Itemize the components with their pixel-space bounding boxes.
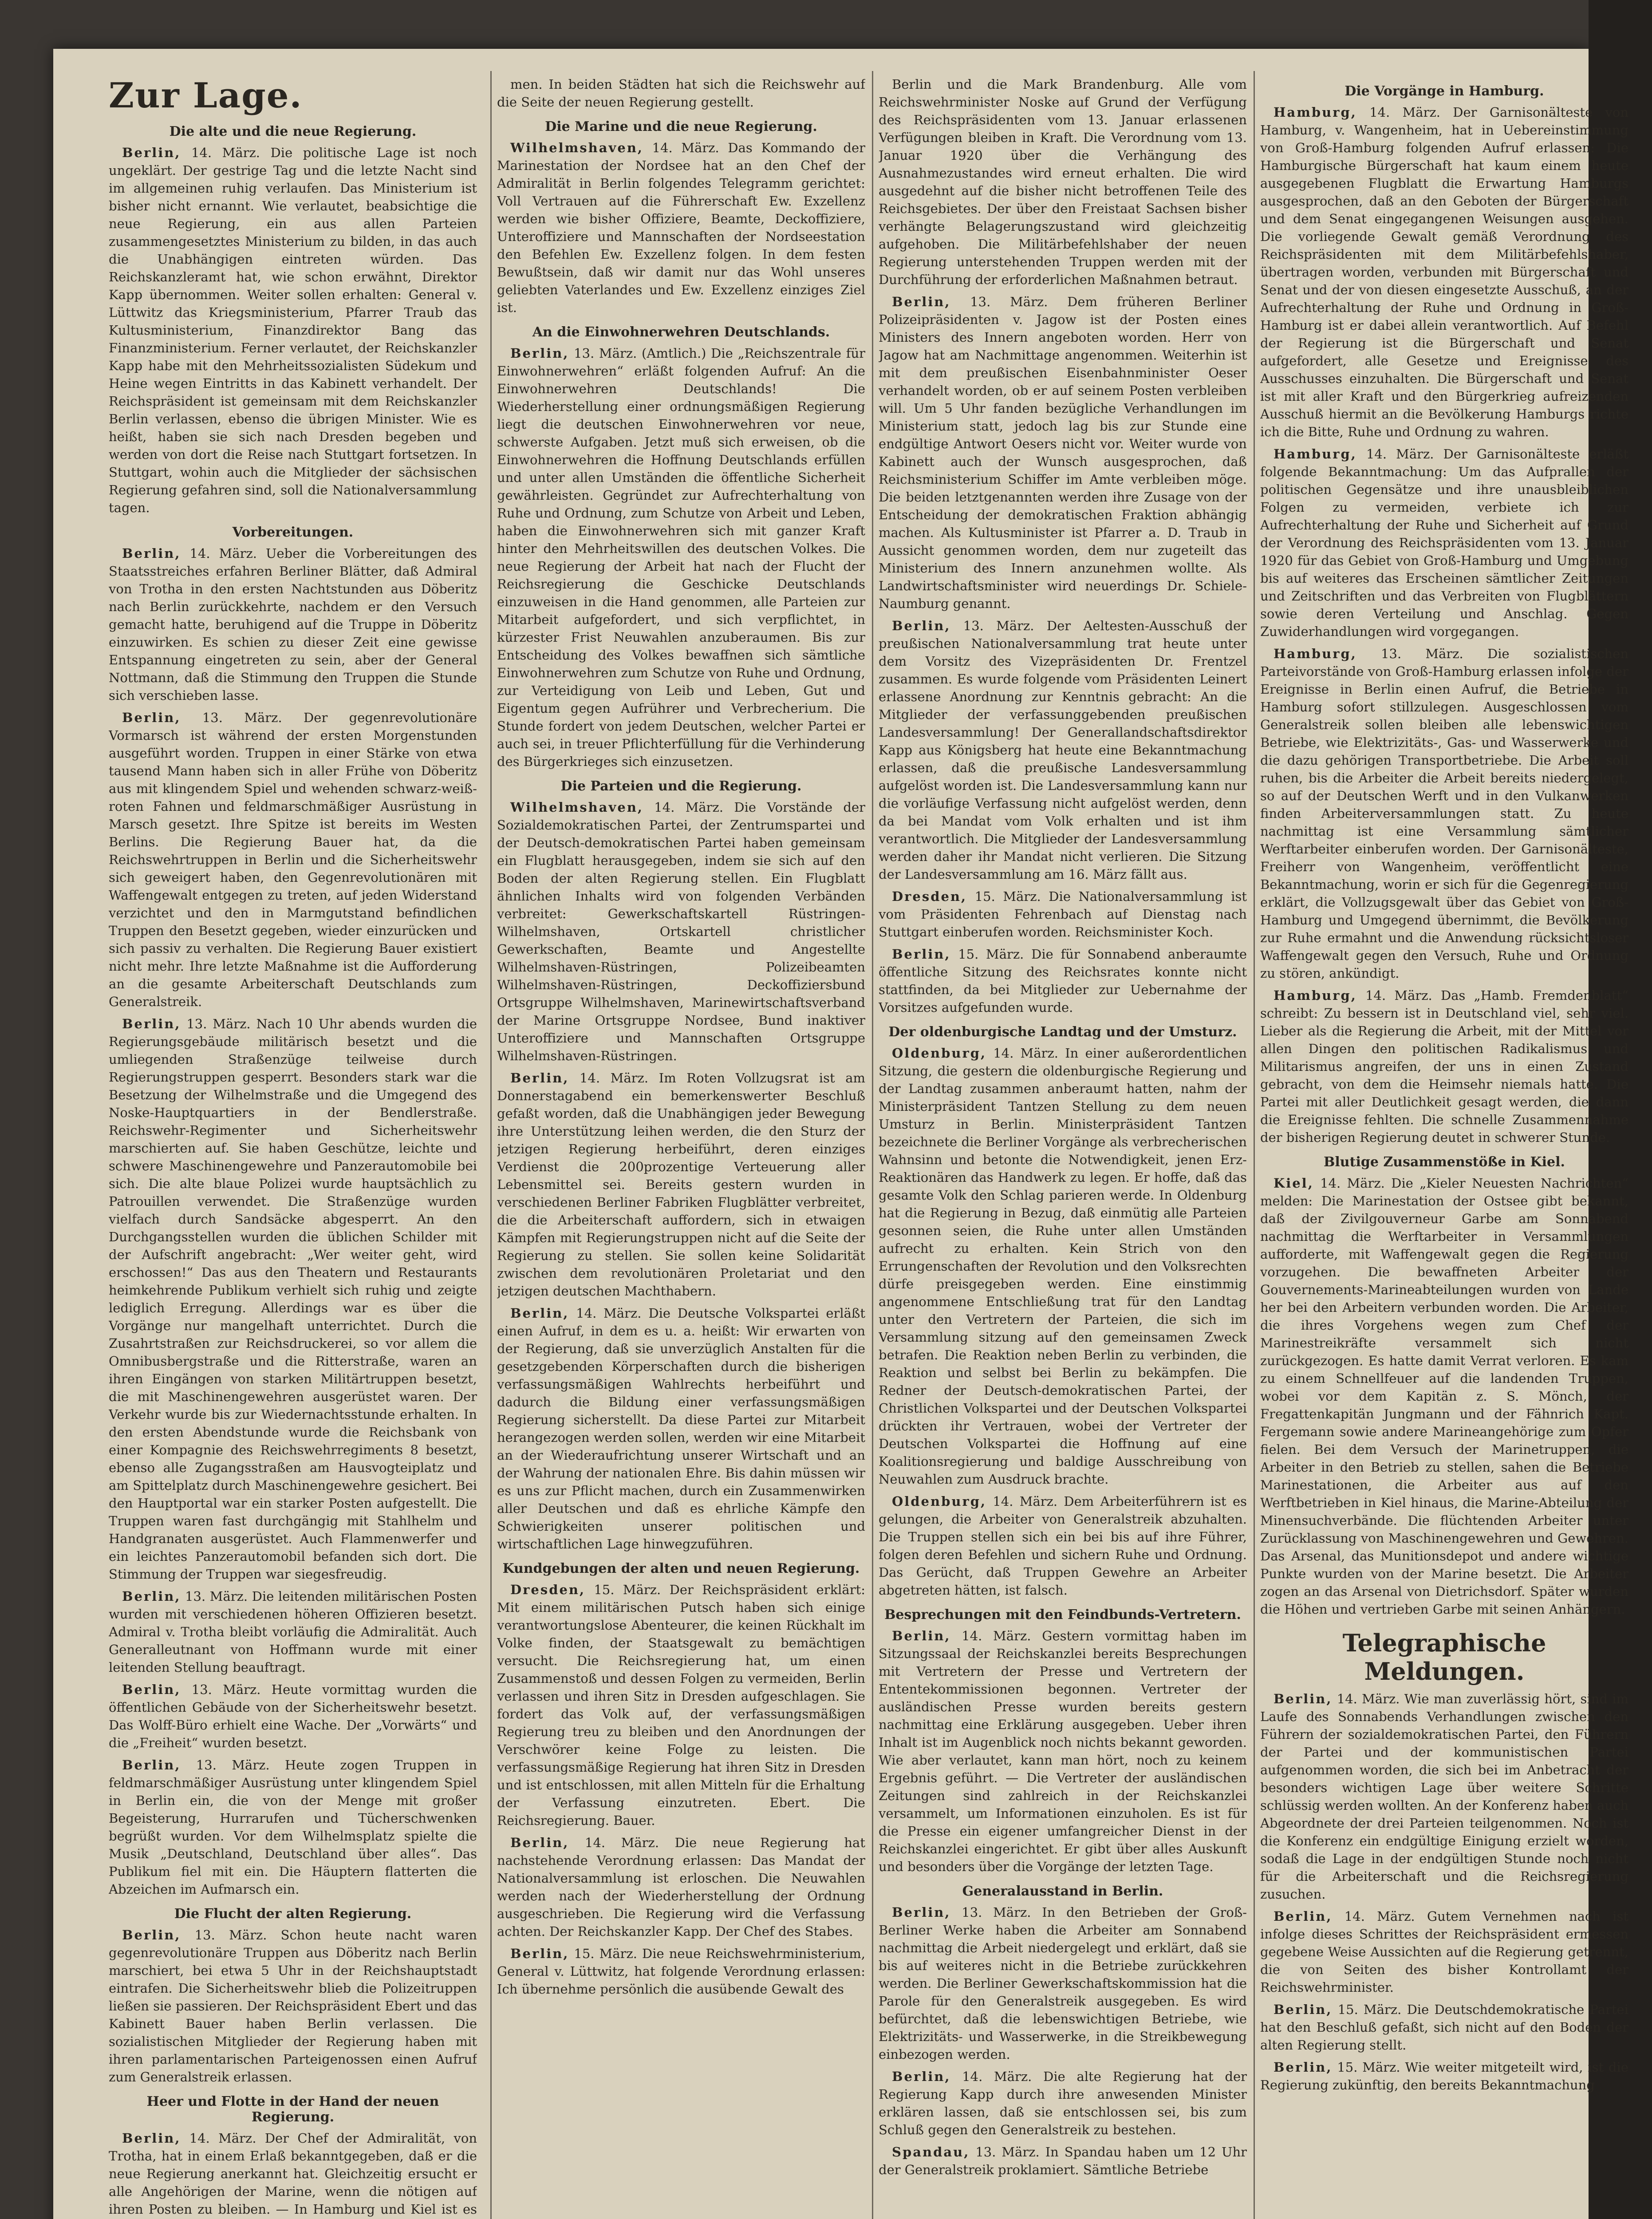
article-paragraph	[109, 1587, 477, 1676]
dateline: Hamburg,	[1273, 646, 1357, 661]
column-rule	[490, 71, 492, 2219]
paragraph-text: 14. März. In einer außerordentlichen Sitzung, die gestern die oldenburgische Regierung und der Landtag zusammen anberaumt hatten, nahm der Ministerpräsident Tantzen Stellung zu dem neuen Umsturz in Berlin. Ministerpräsident Tantzen bezeichnete die Berliner Vorgänge als verbrecherischen Wahnsinn und betonte die Notwendigkeit, jenen Erz-Reaktionären das Handwerk zu legen. Er hoffe, daß das gesamte Volk den Schlag parieren werde. In Oldenburg hat die Regierung in Bezug, daß einmütig alle Parteien gesonnen seien, die Ruhe unter allen Umständen aufrecht zu erhalten. Kein Strich von den Errungenschaften der Revolution und den Volksrechten dürfe preisgegeben werden. Eine einstimmig angenommene Entschließung trat für den Landtag unter den Vertretern der Parteien, die sich im Versammlung sitzung auf den gemeinsamen Zweck betrafen. Die Reaktion neben Berlin zu verbinden, die Reaktion und selbst bei Berlin zu bekämpfen. Die Redner der Deutsch-demokratischen Partei, der Christlichen Volkspartei und der Deutschen Volkspartei drückten ihr Vertrauen, wobei der Vertreter der Deutschen Volkspartei die Hoffnung auf eine Koalitionsregierung und baldige Ausschreibung von Neuwahlen zum Ausdruck brachte.	[879, 1046, 1247, 1487]
dateline: Berlin,	[1273, 2060, 1333, 2075]
article-paragraph	[109, 1756, 477, 1898]
paragraph-text: Berlin und die Mark Brandenburg. Alle vom Reichswehrminister Noske auf Grund der Verfügung des Reichspräsidenten vom 13. Januar erlassenen Verfügungen bleiben in Kraft. Die Verordnung vom 13. Januar 1920 über die Verhängung des Ausnahmezustandes wird erneut erhalten. Die wird ausgedehnt auf die bisher nicht betroffenen Teile des Reichsgebietes. Der über den Freistaat Sachsen bisher verhängte Belagerungszustand wird gleichzeitig aufgehoben. Die Militärbefehlshaber der neuen Regierung unterstehenden Truppen werden mit der Durchführung der erforderlichen Maßnahmen betraut.	[879, 77, 1247, 287]
section-heading: Kundgebungen der alten und neuen Regierung.	[502, 1561, 860, 1576]
paragraph-text: 14. März. Gutem Vernehmen nach ist infolge dieses Schrittes der Reichspräsident ermessen gegebene Weise Aussichten auf die Regierung getrennt, die von Seiten des bisher Kontrollamt der Reichswehrminister.	[1260, 1909, 1628, 1995]
article-paragraph	[497, 344, 865, 770]
dateline: Berlin,	[892, 2069, 951, 2084]
column-1	[109, 75, 477, 2219]
section-heading: Die alte und die neue Regierung.	[169, 124, 417, 139]
section-heading: Vorbereitungen.	[232, 525, 354, 540]
dateline: Berlin,	[122, 1927, 181, 1943]
paragraph-text: 14. März. Der Garnisonälteste erläßt folgende Bekanntmachung: Um das Aufprallen der politischen Gegensätze und ihre unausbleiblichen Folgen zu vermeiden, verbiete ich zur Aufrechterhaltung der Ruhe und Sicherheit auf Grund der Verordnung des Reichspräsidenten vom 13. Januar 1920 für das Gebiet von Groß-Hamburg und Umgebung bis auf weiteres das Erscheinen sämtlicher Zeitungen und Zeitschriften und das Verbreiten von Flugblättern sowie deren Verteilung und Anschlag. Gegen Zuwiderhandlungen wird vorgegangen.	[1260, 446, 1628, 639]
article-paragraph	[879, 1492, 1247, 1599]
paragraph-text: 14. März. Die alte Regierung hat der Regierung Kapp durch ihre anwesenden Minister erklären lassen, daß sie entschlossen sei, bis zum Schluß gegen den Generalstreik zu bestehen.	[879, 2069, 1247, 2137]
column-3	[879, 75, 1247, 2219]
dateline: Berlin,	[892, 1628, 951, 1643]
dateline: Berlin,	[122, 546, 181, 561]
dateline: Berlin,	[122, 1682, 181, 1697]
dateline: Hamburg,	[1273, 105, 1357, 120]
dateline: Oldenburg,	[892, 1494, 987, 1509]
article-paragraph	[497, 75, 865, 111]
column-4	[1260, 75, 1628, 2219]
article-paragraph	[109, 1681, 477, 1752]
section-heading: Besprechungen mit den Feindbunds-Vertretern.	[884, 1607, 1241, 1623]
article-paragraph	[497, 798, 865, 1065]
paragraph-text: 14. März. Die „Kieler Neuesten Nachrichten“ melden: Die Marinestation der Ostsee gibt bekannt, daß der Zivilgouverneur Garbe am Sonnabend nachmittag die Werftarbeiter in Versammlungen aufforderte, mit Waffengewalt gegen die Regierung vorzugehen. Die bewaffneten Arbeiter der Gouvernements-Marineabteilungen wurden von Lande her bei den Arbeitern verbunden worden. Die Arbeiter, die ihres Vorgehens wegen zum Chef der Marinestreikräfte versammelt sich nicht zurückgezogen. Es hatte damit Verrat verloren. Es kam zu einem Schnellfeuer auf die landenden Truppen, wobei vor dem Kapitän z. S. Mönch, der Fregattenkapitän Jungmann und der Fähnrich Kapt. Fergemann sowie andere Marineangehörige zum Opfer fielen. Bei dem Versuch der Marinetruppen, die Arbeiter in den Betrieb zu stellen, sahen die Betriebe Marinestationen, die Arbeiter aus auf den Werftbetrieben in Kiel hinaus, die Marine-Abteilung der Minensuchverbände. Die flüchtenden Arbeiter unter Zurücklassung von Maschinengewehren und Gewehren. Das Arsenal, das Munitionsdepot und andere wichtige Punkte wurden von der Marine besetzt. Die Arbeiter zogen an das Arsenal von Dietrichsdorf. Später wurden die Höhen und vertrieben Garbe mit seinen Anhängern.	[1260, 1176, 1628, 1617]
paragraph-text: 14. März. Das Kommando der Marinestation der Nordsee hat an den Chef der Admiralität in Berlin folgendes Telegramm gerichtet: Voll Vertrauen auf die Führerschaft Ew. Exzellenz werden wie bisher Offiziere, Beamte, Deckoffiziere, Unteroffiziere und Mannschaften der Nordseestation den Befehlen Ew. Exzellenz folgen. In dem festen Bewußtsein, daß wir damit nur das Wohl unseres geliebten Vaterlandes und Ew. Exzellenz einziges Ziel ist.	[497, 140, 865, 315]
column-rule	[872, 71, 873, 2219]
paragraph-text: 14. März. Die Vorstände der Sozialdemokratischen Partei, der Zentrumspartei und der Deutsch-demokratischen Partei haben gemeinsam ein Flugblatt herausgegeben, indem sie sich auf den Boden der alten Regierung stellen. Ein Flugblatt ähnlichen Inhalts wird von folgenden Verbänden verbreitet: Gewerkschaftskartell Rüstringen-Wilhelmshaven, Ortskartell christlicher Gewerkschaften, Beamte und Angestellte Wilhelmshaven-Rüstringen, Polizeibeamten Wilhelmshaven-Rüstringen, Deckoffiziersbund Ortsgruppe Wilhelmshaven, Marinewirtschaftsverband der Marine Ortsgruppe Nordsee, Bund inaktiver Unteroffiziere und Mannschaften Ortsgruppe Wilhelmshaven-Rüstringen.	[497, 800, 865, 1063]
article-paragraph	[879, 1903, 1247, 2063]
dateline: Berlin,	[510, 1835, 569, 1850]
section-heading: Die Parteien und die Regierung.	[560, 778, 802, 794]
dateline: Hamburg,	[1273, 446, 1357, 462]
article-paragraph	[109, 2129, 477, 2219]
paragraph-text: 14. März. Wie man zuverlässig hört, sind im Laufe des Sonnabends Verhandlungen zwischen den Führern der sozialdemokratischen Partei, den Führern der Partei und der kommunistischen Partei aufgenommen worden, die sich bei im Anbetracht der besonders wichtigen Lage über weitere Schritte schlüssig werden wollten. An der Konferenz haben auch Abgeordnete der drei Parteien teilgenommen. Noch ist die Konferenz ein endgültige Einigung erzielt worden, sodaß die Lage in der endgültigen Stunde noch nicht für die Arbeiterschaft und die Reichsregierung zusuchen.	[1260, 1691, 1628, 1902]
dateline: Wilhelmshaven,	[510, 140, 644, 155]
section-heading: Telegraphische Meldungen.	[1342, 1629, 1546, 1686]
section-heading: Die Flucht der alten Regierung.	[174, 1906, 412, 1922]
article-paragraph	[879, 1044, 1247, 1488]
dateline: Kiel,	[1273, 1176, 1314, 1191]
paragraph-text: 14. März. Dem Arbeiterführern ist es gelungen, die Arbeiter von Generalstreik abzuhalten. Die Truppen stellen sich ein bei bis auf ihre Führer, folgen deren Befehlen und sichern Ruhe und Ordnung. Das Gerücht, daß Truppen Gewehre an Arbeiter abgetreten hätten, ist falsch.	[879, 1494, 1247, 1598]
column-2	[497, 75, 865, 2219]
paragraph-text: 13. März. Heute zogen Truppen in feldmarschmäßiger Ausrüstung unter klingendem Spiel in Berlin ein, die von der Menge mit großer Begeisterung, Hurrarufen und Tücherschwenken begrüßt wurden. Vor dem Wilhelmsplatz spielte die Musik „Deutschland, Deutschland über alles“. Das Publikum fiel mit ein. Die Häuptern flatterten die Abzeichen im Aufmarsch ein.	[109, 1757, 477, 1897]
article-paragraph	[497, 1581, 865, 1829]
dateline: Berlin,	[1273, 2002, 1333, 2017]
dateline: Berlin,	[510, 1306, 569, 1321]
paragraph-text: 13. März. (Amtlich.) Die „Reichszentrale für Einwohnerwehren“ erläßt folgenden Aufruf: An die Einwohnerwehren Deutschlands! Die Wiederherstellung einer ordnungsmäßigen Regierung liegt die deutschen Einwohnerwehren vor neue, schwerste Aufgaben. Jetzt muß sich erweisen, ob die Einwohnerwehren die Hoffnung Deutschlands erfüllen und unter allen Umständen die öffentliche Sicherheit gewährleisten. Gegründet zur Aufrechterhaltung von Ruhe und Ordnung, zum Schutze von Arbeit und Leben, haben die Einwohnerwehren sich mit ganzer Kraft hinter den Mehrheitswillen des deutschen Volkes. Die neue Regierung der Arbeit hat nach der Flucht der Reichsregierung die Geschicke Deutschlands einzuweisen in die Hand genommen, alle Parteien zur Mitarbeit aufgefordert, und sich verpflichtet, in kürzester Frist Neuwahlen anzuberaumen. Bis zur Entscheidung des Volkes bewaffnen sich sämtliche Einwohnerwehren zum Schutze von Ruhe und Ordnung, zur Verteidigung von Leib und Leben, Gut und Eigentum gegen Aufrührer und Verbrecherium. Die Stunde fordert von jedem Deutschen, welcher Partei er auch sei, in treuer Pflichterfüllung für die Verhinderung des Bürgerkrieges sich einzusetzen.	[497, 346, 865, 769]
paragraph-text: 13. März. In Spandau haben um 12 Uhr der Generalstreik proklamiert. Sämtliche Betriebe	[879, 2144, 1247, 2177]
paragraph-text: 14. März. Das „Hamb. Fremdenblatt“ schreibt: Zu bessern ist in Deutschland viel, sehr viel. Lieber als die Regierung die Arbeit, mit der Mittel vor allen Dingen den politischen Radikalismus und Militarismus angreifen, der uns in einen Zustand gebracht, von dem die Heimsehr niemals hatte. Die Partei mit aller Deutlichkeit gesagt werden, die dann die Ereignisse fehlten. Die schnelle Zusammennahme der bisherigen Regierung deutet in schwerer Stunde.	[1260, 988, 1628, 1145]
section-heading: An die Einwohnerwehren Deutschlands.	[532, 324, 830, 340]
article-paragraph	[109, 1926, 477, 2086]
paragraph-text: 13. März. Die leitenden militärischen Posten wurden mit verschiedenen höheren Offizieren besetzt. Admiral v. Trotha bleibt vorläufig die Admiralität. Auch Generalleutnant von Hoffmann wurde mit einer leitenden Stellung beauftragt.	[109, 1589, 477, 1675]
paragraph-text: 14. März. Die neue Regierung hat nachstehende Verordnung erlassen: Das Mandat der Nationalversammlung ist erloschen. Die Neuwahlen werden nach der Wiederherstellung der Ordnung ausgeschrieben. Die Regierung wird die Verfassung achten. Der Reichskanzler Kapp. Der Chef des Stabes.	[497, 1835, 865, 1939]
article-paragraph	[1260, 2001, 1628, 2054]
paragraph-text: 14. März. Der Chef der Admiralität, von Trotha, hat in einem Erlaß bekanntgegeben, daß er die neue Regierung anerkannt hat. Gleichzeitig ersucht er alle Angehörigen der Marine, wenn die nötigen auf ihren Posten zu bleiben. — In Hamburg und Kiel ist es	[109, 2131, 477, 2217]
article-paragraph	[497, 1834, 865, 1940]
article-paragraph	[1260, 1174, 1628, 1618]
article-paragraph	[497, 1945, 865, 1998]
section-heading: Heer und Flotte in der Hand der neuen Regierung.	[146, 2094, 439, 2125]
article-paragraph	[879, 75, 1247, 288]
section-heading: Die Marine und die neue Regierung.	[545, 119, 817, 134]
dateline: Berlin,	[510, 346, 569, 361]
article-paragraph	[1260, 987, 1628, 1146]
dateline: Berlin,	[122, 1757, 181, 1773]
dateline: Hamburg,	[1273, 988, 1357, 1003]
dateline: Dresden,	[510, 1582, 586, 1597]
article-paragraph	[879, 617, 1247, 883]
dateline: Berlin,	[122, 1589, 181, 1604]
article-paragraph	[109, 144, 477, 517]
article-paragraph	[109, 709, 477, 1011]
dateline: Spandau,	[892, 2144, 970, 2160]
paragraph-text: men. In beiden Städten hat sich die Reichswehr auf die Seite der neuen Regierung gestellt.	[497, 77, 865, 110]
article-paragraph	[879, 2068, 1247, 2139]
paragraph-text: 15. März. Die Nationalversammlung ist vom Präsidenten Fehrenbach auf Dienstag nach Stuttgart einberufen worden. Reichsminister Koch.	[879, 889, 1247, 940]
dateline: Berlin,	[122, 145, 181, 160]
section-heading: Blutige Zusammenstöße in Kiel.	[1324, 1154, 1565, 1170]
article-paragraph	[1260, 103, 1628, 441]
paragraph-text: 13. März. Der Aeltesten-Ausschuß der preußischen Nationalversammlung trat heute unter dem Vorsitz des Vizepräsidenten Dr. Frentzel zusammen. Es wurde folgende vom Präsidenten Leinert erlassene Anordnung zur Kenntnis gebracht: An die Mitglieder der verfassunggebenden preußischen Landesversammlung! Der Generallandschaftsdirektor Kapp aus Königsberg hat heute eine Bekanntmachung erlassen, daß die preußische Landesversammlung aufgelöst worden ist. Die Landesversammlung kann nur die vorläufige Verfassung nicht aufgelöst werden, denn da bei Mandat vom Volk erhalten und ist ihm verantwortlich. Die Mitglieder der Landesversammlung werden daher ihr Mandat nicht verlieren. Die Sitzung der Landesversammlung am 16. März fällt aus.	[879, 618, 1247, 882]
article-paragraph	[1260, 445, 1628, 640]
paragraph-text: 15. März. Die neue Reichswehrministerium, General v. Lüttwitz, hat folgende Verordnung erlassen: Ich übernehme persönlich die ausübende Gewalt des	[497, 1946, 865, 1997]
paragraph-text: 13. März. Die sozialistischen Parteivorstände von Groß-Hamburg erlassen infolge der Ereignisse in Berlin einen Aufruf, die Betriebe in Hamburg sofort stillzulegen. Ausgeschlossen vom Generalstreik sollen bleiben alle lebenswichtigen Betriebe, wie Elektrizitäts-, Gas- und Wasserwerke und die dazu gehörigen Transportbetriebe. Die Arbeit soll ruhen, bis die Arbeiter die Arbeit bereits niedergelegt, so auf der Deutschen Werft und in den Vulkanwerken finden Arbeiterversammlungen statt. Zu heute nachmittag ist eine Versammlung sämtlicher Werftarbeiter einberufen worden. Der Garnisonälteste, Freiherr von Wangenheim, veröffentlicht eine Bekanntmachung, worin er sich für die Gegenregierung erklärt, die Vollzugsgewalt über das Gebiet von Groß-Hamburg und Umgegend übernimmt, die Bevölkerung zur Ruhe ermahnt und die Anwendung rücksichtsloser Waffengewalt gegen den Versuch, Ruhe und Ordnung zu stören, ankündigt.	[1260, 646, 1628, 981]
paragraph-text: 13. März. Heute vormittag wurden die öffentlichen Gebäude von der Sicherheitswehr besetzt. Das Wolff-Büro erhielt eine Wache. Der „Vorwärts“ und die „Freiheit“ wurden besetzt.	[109, 1682, 477, 1750]
dateline: Berlin,	[892, 618, 951, 633]
paragraph-text: 14. März. Ueber die Vorbereitungen des Staatsstreiches erfahren Berliner Blätter, daß Admiral von Trotha in den ersten Nachtstunden aus Döberitz nach Berlin zurückkehrte, nachdem er den Versuch gemacht hatte, beruhigend auf die Truppe in Döberitz einzuwirken. Es schien zu dieser Zeit eine gewisse Entspannung eingetreten zu sein, aber der General Nottmann, daß die Stimmung den Truppen die Stunde sich verschieben lasse.	[109, 546, 477, 703]
section-heading: Der oldenburgische Landtag und der Umsturz.	[888, 1024, 1237, 1040]
paragraph-text: 13. März. Der gegenrevolutionäre Vormarsch ist während der ersten Morgenstunden ausgeführt worden. Truppen in einer Stärke von etwa tausend Mann haben sich in aller Frühe von Döberitz aus mit klingendem Spiel und wehenden schwarz-weiß-roten Fahnen und feldmarschmäßiger Ausrüstung in Marsch gesetzt. Ihre Spitze ist bereits im Westen Berlins. Die Regierung Bauer hat, da die Reichswehrtruppen in Berlin und die Sicherheitswehr sich geweigert haben, den Gegenrevolutionären mit Waffengewalt entgegen zu treten, auf jeden Widerstand verzichtet und den in Marmgutstand befindlichen Truppen den Besetzt gegeben, wieder einzurücken und sich passiv zu verhalten. Die Regierung Bauer existiert nicht mehr. Ihre letzte Maßnahme ist die Aufforderung an die gesamte Arbeiterschaft Deutschlands zum Generalstreik.	[109, 710, 477, 1009]
paragraph-text: 14. März. Der Garnisonälteste von Hamburg, v. Wangenheim, hat in Uebereinstimmung von Groß-Hamburg folgenden Aufruf erlassen: Die Hamburgische Bürgerschaft hat kaum einem heute ausgegebenen Flugblatt die Erwartung Hamburgs ausgesprochen, daß an den Geboten der Bürgerschaft und dem Senat eingegangenen Weisungen ausgehen. Die vorliegende Gewalt gemäß Verordnung des Reichspräsidenten mit dem Militärbefehlshaber, übertragen worden, verbunden mit Bürgerschaft und Senat und der von diesen eingesetzte Ausschuß, an der Aufrechterhaltung der Ruhe und Ordnung in Groß-Hamburg ist er dabei allein verantwortlich. Auf Befehl der Regierung ist die Bürgerschaft und Senat aufgefordert, alle Gesetze und Ereignisse des Ausschusses einzuhalten. Die Bürgerschaft und Senat ist mit aller Kraft und den Bürgerkrieg aufreizenden Ausschuß hiermit an die Bevölkerung Hamburgs richte ich die Bitte, Ruhe und Ordnung zu wahren.	[1260, 105, 1628, 439]
dateline: Berlin,	[892, 947, 951, 962]
article-paragraph	[879, 888, 1247, 941]
dateline: Wilhelmshaven,	[510, 800, 644, 815]
article-paragraph	[1260, 1690, 1628, 1903]
paragraph-text: 14. März. Im Roten Vollzugsrat ist am Donnerstagabend ein bemerkenswerter Beschluß gefaßt worden, daß die Unabhängigen jeder Bewegung ihre Unterstützung leihen werden, die den Sturz der jetzigen Regierung herbeiführt, deren einziges Verdienst die 200prozentige Verteuerung aller Lebensmittel sei. Bereits gestern wurden in verschiedenen Berliner Fabriken Flugblätter verbreitet, die die Arbeiterschaft auffordern, sich in etwaigen Kämpfen mit Regierungstruppen nicht auf die Seite der Regierung zu stellen. Sie sollen keine Solidarität zwischen dem revolutionären Proletariat und den jetzigen deutschen Machthabern.	[497, 1070, 865, 1299]
section-heading: Generalausstand in Berlin.	[962, 1883, 1163, 1899]
dateline: Berlin,	[510, 1070, 569, 1086]
dateline: Berlin,	[122, 710, 181, 725]
column-rule	[1254, 71, 1255, 2219]
paragraph-text: 13. März. Nach 10 Uhr abends wurden die Regierungsgebäude militärisch besetzt und die umliegenden Straßenzüge teilweise durch Regierungstruppen gesperrt. Besonders stark war die Besetzung der Wilhelmstraße und die Umgegend des Noske-Hauptquartiers in der Bendlerstraße. Reichswehr-Regimenter und Sicherheitswehr marschierten auf. Sie haben Geschütze, leichte und schwere Maschinengewehre und Panzerautomobile bei sich. Die alte blaue Polizei wurde hauptsächlich zu Patrouillen verwendet. Die Straßenzüge wurden vielfach durch Sandsäcke abgesperrt. An den Durchgangsstellen wurden die üblichen Schilder mit der Aufschrift angebracht: „Wer weiter geht, wird erschossen!“ Das aus den Theatern und Restaurants heimkehrende Publikum verhielt sich ruhig und zeigte lediglich Erregung. Allerdings war es über die Vorgänge nur mangelhaft unterrichtet. Durch die Zusahrtstraßen zur Reichsdruckerei, so vor allem die Omnibusbergstraße und die Ritterstraße, waren an ihren Eingängen von starken Militärtruppen besetzt, die mit Maschinengewehren ausgerüstet waren. Der Verkehr wurde bis zur Wiedernachtsstunde erhalten. In den ersten Abendstunde wurde die Reichsbank von einer Kompagnie des Reichswehrregiments 8 besetzt, ebenso alle Zugangsstraßen am Hausvogteiplatz und am Spittelplatz durch Maschinengewehre gesichert. Bei den Hauptportal war ein starker Posten aufgestellt. Die Truppen waren fast durchgängig mit Stahlhelm und Handgranaten ausgerüstet. Auch Flammenwerfer und ein leichtes Panzerautomobil befanden sich dort. Die Stimmung der Truppen war siegesfreudig.	[109, 1016, 477, 1582]
article-paragraph	[1260, 2058, 1628, 2094]
article-paragraph	[879, 945, 1247, 1016]
article-paragraph	[497, 1304, 865, 1553]
paragraph-text: 14. März. Gestern vormittag haben im Sitzungssaal der Reichskanzlei bereits Besprechungen mit Vertretern der Presse und Vertretern der Ententekommissionen begonnen. Vertreter der ausländischen Presse wurden bereits gestern nachmittag eine Erklärung ausgegeben. Ueber ihren Inhalt ist im Augenblick noch nichts bekannt geworden. Wie aber verlautet, kann man hört, noch zu keinem Ergebnis geführt. — Die Vertreter der ausländischen Zeitungen sind zahlreich in der Reichskanzlei versammelt, um Informationen einzuholen. Es ist für die Presse ein eigener umfangreicher Dienst in der Reichskanzlei eingerichtet. Er gibt über alles Auskunft und besonders über die Vorgänge der letzten Tage.	[879, 1628, 1247, 1874]
article-headline: Zur Lage.	[109, 75, 303, 116]
article-paragraph	[109, 545, 477, 704]
paragraph-text: 15. März. Wie weiter mitgeteilt wird, ist die Regierung zukünftig, den bereits Bekanntmachung	[1260, 2060, 1628, 2093]
dateline: Berlin,	[1273, 1691, 1333, 1706]
dateline: Berlin,	[1273, 1909, 1333, 1924]
article-paragraph	[1260, 1907, 1628, 1996]
article-paragraph	[879, 1627, 1247, 1875]
article-paragraph	[109, 1015, 477, 1583]
article-paragraph	[1260, 645, 1628, 982]
dateline: Dresden,	[892, 889, 967, 904]
paragraph-text: 15. März. Die Deutschdemokratische Partei hat den Beschluß gefaßt, sich nicht auf den Boden der alten Regierung stellt.	[1260, 2002, 1628, 2053]
paragraph-text: 14. März. Die politische Lage ist noch ungeklärt. Der gestrige Tag und die letzte Nacht sind im allgemeinen ruhig verlaufen. Das Ministerium ist bisher nicht ernannt. Wie verlautet, beabsichtige die neue Regierung, ein aus allen Parteien zusammengesetztes Ministerium zu bilden, in das auch die Unabhängigen eintreten würden. Das Reichskanzleramt hat, wie schon erwähnt, Direktor Kapp übernommen. Weiter sollen erhalten: General v. Lüttwitz das Kriegsministerium, Pfarrer Traub das Kultusministerium, Finanzdirektor Bang das Finanzministerium. Ferner verlautet, der Reichskanzler Kapp habe mit den Mehrheitssozialisten Südekum und Heine wegen Eintritts in das Kabinett verhandelt. Der Reichspräsident ist gemeinsam mit dem Reichskanzler Berlin verlassen, ebenso die übrigen Minister. Wie es heißt, haben sie sich nach Dresden begeben und werden von dort die Reise nach Stuttgart fortsetzen. In Stuttgart, wohin auch die Mitglieder der sächsischen Regierung gefahren sind, soll die Nationalversammlung tagen.	[109, 145, 477, 515]
paragraph-text: 14. März. Die Deutsche Volkspartei erläßt einen Aufruf, in dem es u. a. heißt: Wir erwarten von der Regierung, daß sie unverzüglich Anstalten für die gesetzgebenden Körperschaften durch die bisherigen verfassungsmäßigen Wahlrechts herbeiführt und dadurch die Bildung einer verfassungsmäßigen Regierung sicherstellt. Da diese Partei zur Mitarbeit herangezogen werden sollen, werden wir eine Mitarbeit an der Wiederaufrichtung unserer Wirtschaft und an der Wahrung der nationalen Ehre. Bis dahin müssen wir es uns zur Pflicht machen, durch ein Zusammenwirken aller Deutschen und daß es ehrliche Kämpfe den Schwierigkeiten unserer politischen und wirtschaftlichen Lage hinwegzuführen.	[497, 1306, 865, 1552]
paragraph-text: 15. März. Die für Sonnabend anberaumte öffentliche Sitzung des Reichsrates konnte nicht stattfinden, da bei Mitglieder zur Uebernahme der Vorsitzes aufgefunden wurde.	[879, 947, 1247, 1015]
paragraph-text: 13. März. In den Betrieben der Groß-Berliner Werke haben die Arbeiter am Sonnabend nachmittag die Arbeit niedergelegt und erklärt, daß sie bis auf weiteres nicht in die Betriebe zurückkehren werden. Die Berliner Gewerkschaftskommission hat die Parole für den Generalstreik ausgegeben. Es wird befürchtet, daß die lebenswichtigen Betriebe, wie Elektrizitäts- und Wasserwerke, in die Streikbewegung einbezogen werden.	[879, 1905, 1247, 2062]
dateline: Berlin,	[122, 1016, 181, 1031]
dateline: Berlin,	[510, 1946, 569, 1961]
article-paragraph	[497, 1069, 865, 1300]
dateline: Oldenburg,	[892, 1046, 987, 1061]
paragraph-text: 15. März. Der Reichspräsident erklärt: Mit einem militärischen Putsch haben sich einige verantwortungslose Abenteurer, die keinen Rückhalt im Volke finden, der Staatsgewalt zu bemächtigen versucht. Die Reichsregierung hat, um einen Zusammenstoß und dessen Folgen zu vermeiden, Berlin verlassen und ihren Sitz in Dresden aufgeschlagen. Sie fordert das Volk auf, der verfassungsmäßigen Regierung treu zu bleiben und den Anordnungen der Verschwörer keine Folge zu leisten. Die verfassungsmäßige Regierung hat ihren Sitz in Dresden und ist entschlossen, mit allen Mitteln für die Erhaltung der Verfassung einzutreten. Ebert. Die Reichsregierung. Bauer.	[497, 1582, 865, 1828]
dateline: Berlin,	[122, 2131, 181, 2146]
section-heading: Die Vorgänge in Hamburg.	[1344, 83, 1544, 99]
article-paragraph	[497, 139, 865, 316]
paragraph-text: 13. März. Schon heute nacht waren gegenrevolutionäre Truppen aus Döberitz nach Berlin marschiert, bei etwa 5 Uhr in der Reichshauptstadt eintrafen. Die Sicherheitswehr blieb die Polizeitruppen ließen sie passieren. Der Reichspräsident Ebert und das Kabinett Bauer haben Berlin verlassen. Die sozialistischen Mitglieder der Regierung haben mit ihren parlamentarischen Parteigenossen einen Aufruf zum Generalstreik erlassen.	[109, 1927, 477, 2085]
article-paragraph	[879, 2143, 1247, 2179]
paragraph-text: 13. März. Dem früheren Berliner Polizeipräsidenten v. Jagow ist der Posten eines Ministers des Innern angeboten worden. Herr von Jagow hat am Nachmittage angenommen. Weiterhin ist mit dem preußischen Eisenbahnminister Oeser verhandelt worden, ob er auf seinem Posten verbleiben will. Um 5 Uhr fanden bezügliche Verhandlungen im Ministerium statt, jedoch lag bis zur Stunde eine endgültige Antwort Oesers nicht vor. Weiter wurde von Kabinett auch der Wunsch ausgesprochen, daß Reichsministerium Schiffer im Amte verbleiben möge. Die beiden letztgenannten werden ihre Zusage von der Entscheidung der demokratischen Fraktion abhängig machen. Als Kultusminister ist Pfarrer a. D. Traub in Aussicht genommen worden, dem nur zugeteilt das Ministerium des Innern anzunehmen wollte. Als Landwirtschaftsminister wird neuerdings Dr. Schiele-Naumburg genannt.	[879, 294, 1247, 611]
dateline: Berlin,	[892, 294, 951, 309]
dateline: Berlin,	[892, 1905, 951, 1920]
article-paragraph	[879, 293, 1247, 612]
